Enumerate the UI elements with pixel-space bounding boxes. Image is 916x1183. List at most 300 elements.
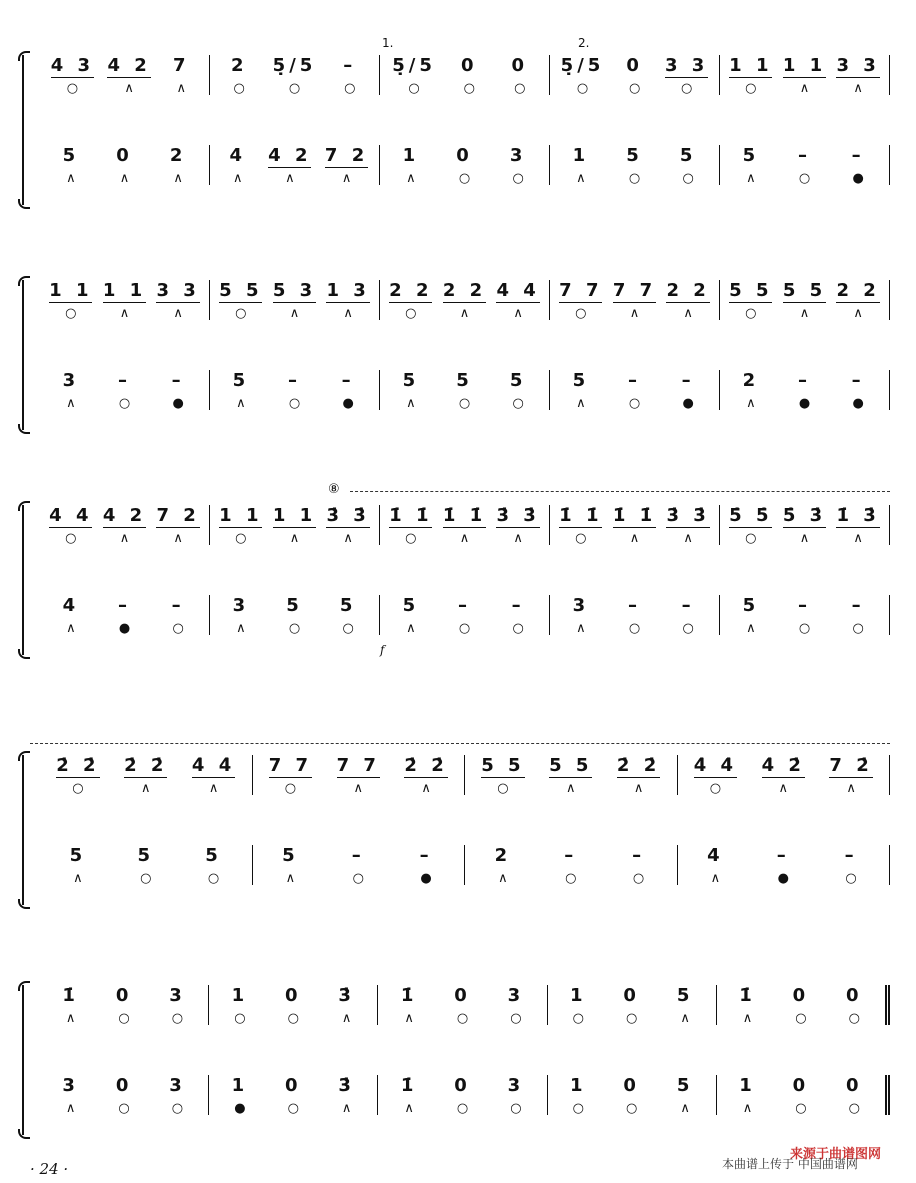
note-group: 1̇ 3̇ [836,505,880,526]
beat [549,755,592,796]
articulation-mark: ○ [798,171,811,186]
measure [550,370,720,410]
note-group: 1 1 [272,505,317,526]
note-group: 5 [282,845,299,866]
measure [465,845,678,885]
beat [49,505,92,546]
beat [787,595,821,636]
beat [501,145,535,186]
beat [837,1075,871,1116]
articulation-mark: ∧ [406,396,416,411]
beat [668,1075,702,1116]
note-group: 5 [402,370,420,391]
note-group: 1 [231,1075,249,1096]
note-group: 1̇ [62,985,79,1006]
beat [836,55,879,96]
note-group: 1̇ 1̇ [559,505,603,526]
beat [330,1075,364,1116]
articulation-mark: ○ [235,531,247,546]
measure [40,280,210,320]
beat [481,755,524,796]
measure [253,845,466,885]
note-group: 3̇ 3̇ [666,505,710,526]
note-group: 5 [676,1075,694,1096]
articulation-mark: ∧ [746,396,756,411]
measure [380,280,550,320]
note-group: 5 [676,985,694,1006]
articulation-mark: ○ [352,871,364,886]
note-group: 2 2 [836,280,880,301]
note-group: 4 3 [50,55,95,76]
articulation-mark: ∧ [236,621,246,636]
beat [787,370,821,411]
articulation-mark: ○ [512,171,524,186]
articulation-mark: ○ [572,1011,584,1026]
note-group: – [797,370,811,391]
beat [452,55,486,96]
note-group: – [851,145,865,166]
beat [622,845,656,886]
note-group: – [797,145,811,166]
measure [210,595,380,635]
note-group: 2̇ 2̇ [124,755,168,776]
beat [762,755,805,796]
articulation-mark: ∧ [565,781,576,796]
articulation-mark: ○ [288,621,301,636]
articulation-mark: ○ [288,81,301,96]
beat [224,370,258,411]
beat [501,595,535,636]
beat [445,1075,479,1116]
beat [223,985,257,1026]
note-group: 1 3 [326,280,370,301]
beat [103,505,146,546]
measure [209,1075,378,1115]
articulation-mark: ∧ [629,531,640,546]
note-group: 4 2 [107,55,151,76]
note-group: 0 [456,145,473,166]
articulation-mark: ∧ [799,81,810,96]
beat [665,55,708,96]
measure [40,55,210,95]
note-group: 0 [626,55,643,76]
measure [548,1075,717,1115]
beat [107,145,141,186]
note-group: 0 [115,1075,133,1096]
articulation-mark: ○ [458,396,471,411]
note-group: 1 [572,145,590,166]
note-group: – [627,595,641,616]
note-group: 2 [742,370,760,391]
note-group: 5 [232,370,250,391]
rehearsal-mark: ⑧ [328,482,340,497]
beat [447,595,481,636]
beat [486,845,520,886]
note-group: 0 [846,985,863,1006]
articulation-mark: ∧ [119,171,130,186]
articulation-mark: ∧ [576,396,586,411]
note-group: 0 [115,985,133,1006]
measure [550,55,720,95]
articulation-mark: ○ [628,171,641,186]
measure [465,755,678,795]
articulation-mark: ∧ [406,621,416,636]
beat [107,55,150,96]
beat [564,145,598,186]
measure [550,505,720,545]
articulation-mark: ○ [65,531,77,546]
top-staff [40,755,890,795]
articulation-mark: ∧ [289,306,300,321]
measure [678,755,891,795]
articulation-mark: ∧ [140,781,151,796]
note-group: 3 [509,145,527,166]
beat [269,755,312,796]
note-group: 0 [454,1075,471,1096]
beat [156,505,199,546]
measure [720,505,890,545]
articulation-mark: ○ [795,1011,807,1026]
note-group: – [627,370,641,391]
articulation-mark: ○ [207,871,220,886]
beat [392,985,426,1026]
articulation-mark: ○ [65,306,77,321]
articulation-mark: ∧ [404,1011,414,1026]
note-group: 0 [285,1075,302,1096]
beat [273,845,307,886]
note-group: 7 2 [156,505,200,526]
note-group: 0 [623,1075,640,1096]
articulation-mark: ∧ [576,621,586,636]
measure [717,985,890,1025]
note-group: 7 7 [336,755,380,776]
beat [783,280,826,321]
articulation-mark: ○ [287,1011,299,1026]
beat [276,1075,310,1116]
system-brace [22,55,24,205]
articulation-mark: ○ [456,1011,469,1026]
beat [325,145,368,186]
top-staff [40,280,890,320]
beat [564,370,598,411]
note-group: 2̇ 2̇ [56,755,100,776]
note-group: – [457,595,471,616]
note-group: 1 1 [782,55,827,76]
beat [54,985,88,1026]
note-group: 3 [507,985,525,1006]
note-group: 1̇ [400,1075,418,1096]
beat [564,595,598,636]
note-group: 5 5 [219,280,263,301]
system-brace [22,505,24,655]
beat [766,845,800,886]
beat [222,55,256,96]
articulation-mark: ∧ [498,871,508,886]
beat [161,370,195,411]
articulation-mark: ∧ [119,531,130,546]
measure [380,595,550,635]
note-group: 5 [742,595,760,616]
beat [694,755,737,796]
articulation-mark: ∧ [853,81,863,96]
articulation-mark: ○ [458,171,471,186]
articulation-mark: ∧ [343,531,353,546]
note-group: – [797,595,811,616]
beat [161,595,195,636]
beat [273,280,316,321]
note-group: 1 1 [219,505,263,526]
beat [447,145,481,186]
note-group: 5 [402,595,420,616]
articulation-mark: ∧ [513,306,523,321]
note-group: 5 5 [782,280,827,301]
measure [40,985,209,1025]
articulation-mark: ∧ [66,621,76,636]
note-group: 2̇ 2̇ [616,755,661,776]
measure [380,145,550,185]
note-group: 4 4 [496,280,540,301]
articulation-mark: ○ [848,1101,860,1116]
articulation-mark: ○ [408,81,420,96]
beat [841,145,875,186]
beat [54,145,88,186]
dynamic-mark: f [380,643,385,657]
beat [837,985,871,1026]
articulation-mark: ∧ [173,306,183,321]
articulation-mark: ∧ [742,1011,753,1026]
bottom-staff [40,845,890,885]
articulation-mark: ∧ [406,171,416,186]
beat [559,505,602,546]
beat [729,280,772,321]
note-group: – [287,370,301,391]
beat [277,370,311,411]
articulation-mark: ∧ [459,531,470,546]
note-group: – [632,845,646,866]
note-group: 1̇ 1̇ [612,505,657,526]
articulation-mark: ● [798,396,811,411]
bottom-staff [40,1075,890,1115]
articulation-mark: ∧ [289,531,300,546]
note-group: 5̣/5 [560,55,605,76]
beat [501,370,535,411]
articulation-mark: ∧ [66,396,76,411]
articulation-mark: ○ [510,1011,522,1026]
articulation-mark: ∧ [799,306,810,321]
note-group: 1 [739,1075,756,1096]
note-group: 7 7 [268,755,313,776]
note-group: 7 [172,55,190,76]
beat [618,55,652,96]
articulation-mark: ∧ [124,81,134,96]
volta-2-label: 2. [578,36,590,50]
articulation-mark: ∧ [459,306,470,321]
note-group: 4̇ 2̇ [761,755,805,776]
beat [394,370,428,411]
note-group: 1 [402,145,420,166]
articulation-mark: ○ [66,81,79,96]
beat [54,370,88,411]
articulation-mark: ○ [709,781,722,796]
beat [783,55,826,96]
beat [617,145,651,186]
note-group: 0 [461,55,478,76]
measure [40,145,210,185]
beat [404,755,447,796]
articulation-mark: ● [420,871,432,886]
note-group: 5 [456,370,473,391]
beat [224,595,258,636]
articulation-mark: ○ [628,621,641,636]
note-group: 5 [572,370,590,391]
measure [40,1075,209,1115]
note-group: 5 [509,370,527,391]
note-group: 3 [232,595,250,616]
note-group: 5 [679,145,697,166]
articulation-mark: ○ [682,621,694,636]
note-group: – [564,845,578,866]
articulation-mark: ○ [626,1011,638,1026]
beat [219,505,262,546]
beat [784,985,818,1026]
beat [160,1075,194,1116]
note-group: – [511,595,525,616]
beat [836,280,879,321]
measure [548,985,717,1025]
note-group: 2 [494,845,512,866]
articulation-mark: ○ [405,306,417,321]
beat [337,755,380,796]
articulation-mark: ∧ [341,171,352,186]
measure [720,145,890,185]
note-group: – [844,845,858,866]
beat [277,595,311,636]
beat [333,55,367,96]
measure [378,985,547,1025]
articulation-mark: ∧ [846,781,856,796]
articulation-mark: ○ [342,621,354,636]
note-group: 3 [62,1075,79,1096]
articulation-mark: ∧ [853,531,863,546]
note-group: 5 [62,145,80,166]
articulation-mark: ○ [852,621,864,636]
articulation-mark: ∧ [513,531,523,546]
beat [671,370,705,411]
articulation-mark: ● [234,1101,246,1116]
articulation-mark: ○ [575,531,587,546]
note-group: 2 [230,55,248,76]
articulation-mark: ● [118,621,131,636]
beat [671,145,705,186]
beat [666,505,709,546]
measure [210,55,380,95]
articulation-mark: ○ [575,306,587,321]
beat [613,505,656,546]
top-staff [40,505,890,545]
note-group: 3̇ [338,985,355,1006]
page-number: · 24 · [30,1160,69,1178]
articulation-mark: ○ [235,306,247,321]
note-group: 4 2 [268,145,312,166]
note-group: – [419,845,433,866]
articulation-mark: ∧ [353,781,363,796]
articulation-mark: ○ [628,81,641,96]
note-group: 1 1 [729,55,773,76]
note-group: 0 [511,55,529,76]
beat [617,595,651,636]
note-group: 3 [62,370,80,391]
measure [380,370,550,410]
beat [103,280,146,321]
note-group: 2 2 [666,280,710,301]
measure [209,985,378,1025]
articulation-mark: ○ [628,396,641,411]
articulation-mark: ○ [171,1011,184,1026]
note-group: 5 [626,145,643,166]
measure [717,1075,890,1115]
measure [720,595,890,635]
beat [61,845,95,886]
note-group: 3 3 [664,55,709,76]
articulation-mark: ○ [565,871,577,886]
articulation-mark: ∧ [680,1101,690,1116]
note-group: 5 [137,845,154,866]
articulation-mark: ∧ [404,1101,414,1116]
note-group: – [681,370,695,391]
beat [394,145,428,186]
beat [192,755,235,796]
note-group: 3 [507,1075,525,1096]
articulation-mark: ∧ [633,781,644,796]
beat [107,985,141,1026]
note-group: 5 [205,845,222,866]
beat [496,505,539,546]
note-group: 5̇ 5̇ [729,505,773,526]
note-group: 5 5 [481,755,525,776]
articulation-mark: ∧ [173,171,183,186]
note-group: 7 7 [559,280,603,301]
articulation-mark: ∧ [208,781,219,796]
measure [40,845,253,885]
articulation-mark: ∧ [341,1011,352,1026]
articulation-mark: ∧ [421,781,431,796]
articulation-mark: ● [852,171,864,186]
articulation-mark: ∧ [576,171,586,186]
note-group: 1̇ [400,985,418,1006]
beat [197,845,231,886]
note-group: 5 3 [272,280,317,301]
note-group: 5 [339,595,357,616]
beat [409,845,443,886]
articulation-mark: ∧ [65,1101,76,1116]
beat [496,280,539,321]
note-group: 0 [623,985,640,1006]
note-group: – [341,370,355,391]
note-group: 1̇ [739,985,756,1006]
note-group: – [851,370,865,391]
bottom-staff [40,145,890,185]
articulation-mark: ∧ [683,306,693,321]
articulation-mark: ○ [510,1101,522,1116]
articulation-mark: ∧ [73,871,83,886]
measure [210,370,380,410]
watermark-bottom: 本曲谱上传于 中国曲谱网 [722,1157,858,1171]
beat [613,280,656,321]
beat [389,505,432,546]
measure [720,370,890,410]
articulation-mark: ● [172,396,184,411]
note-group: 1 [570,985,587,1006]
